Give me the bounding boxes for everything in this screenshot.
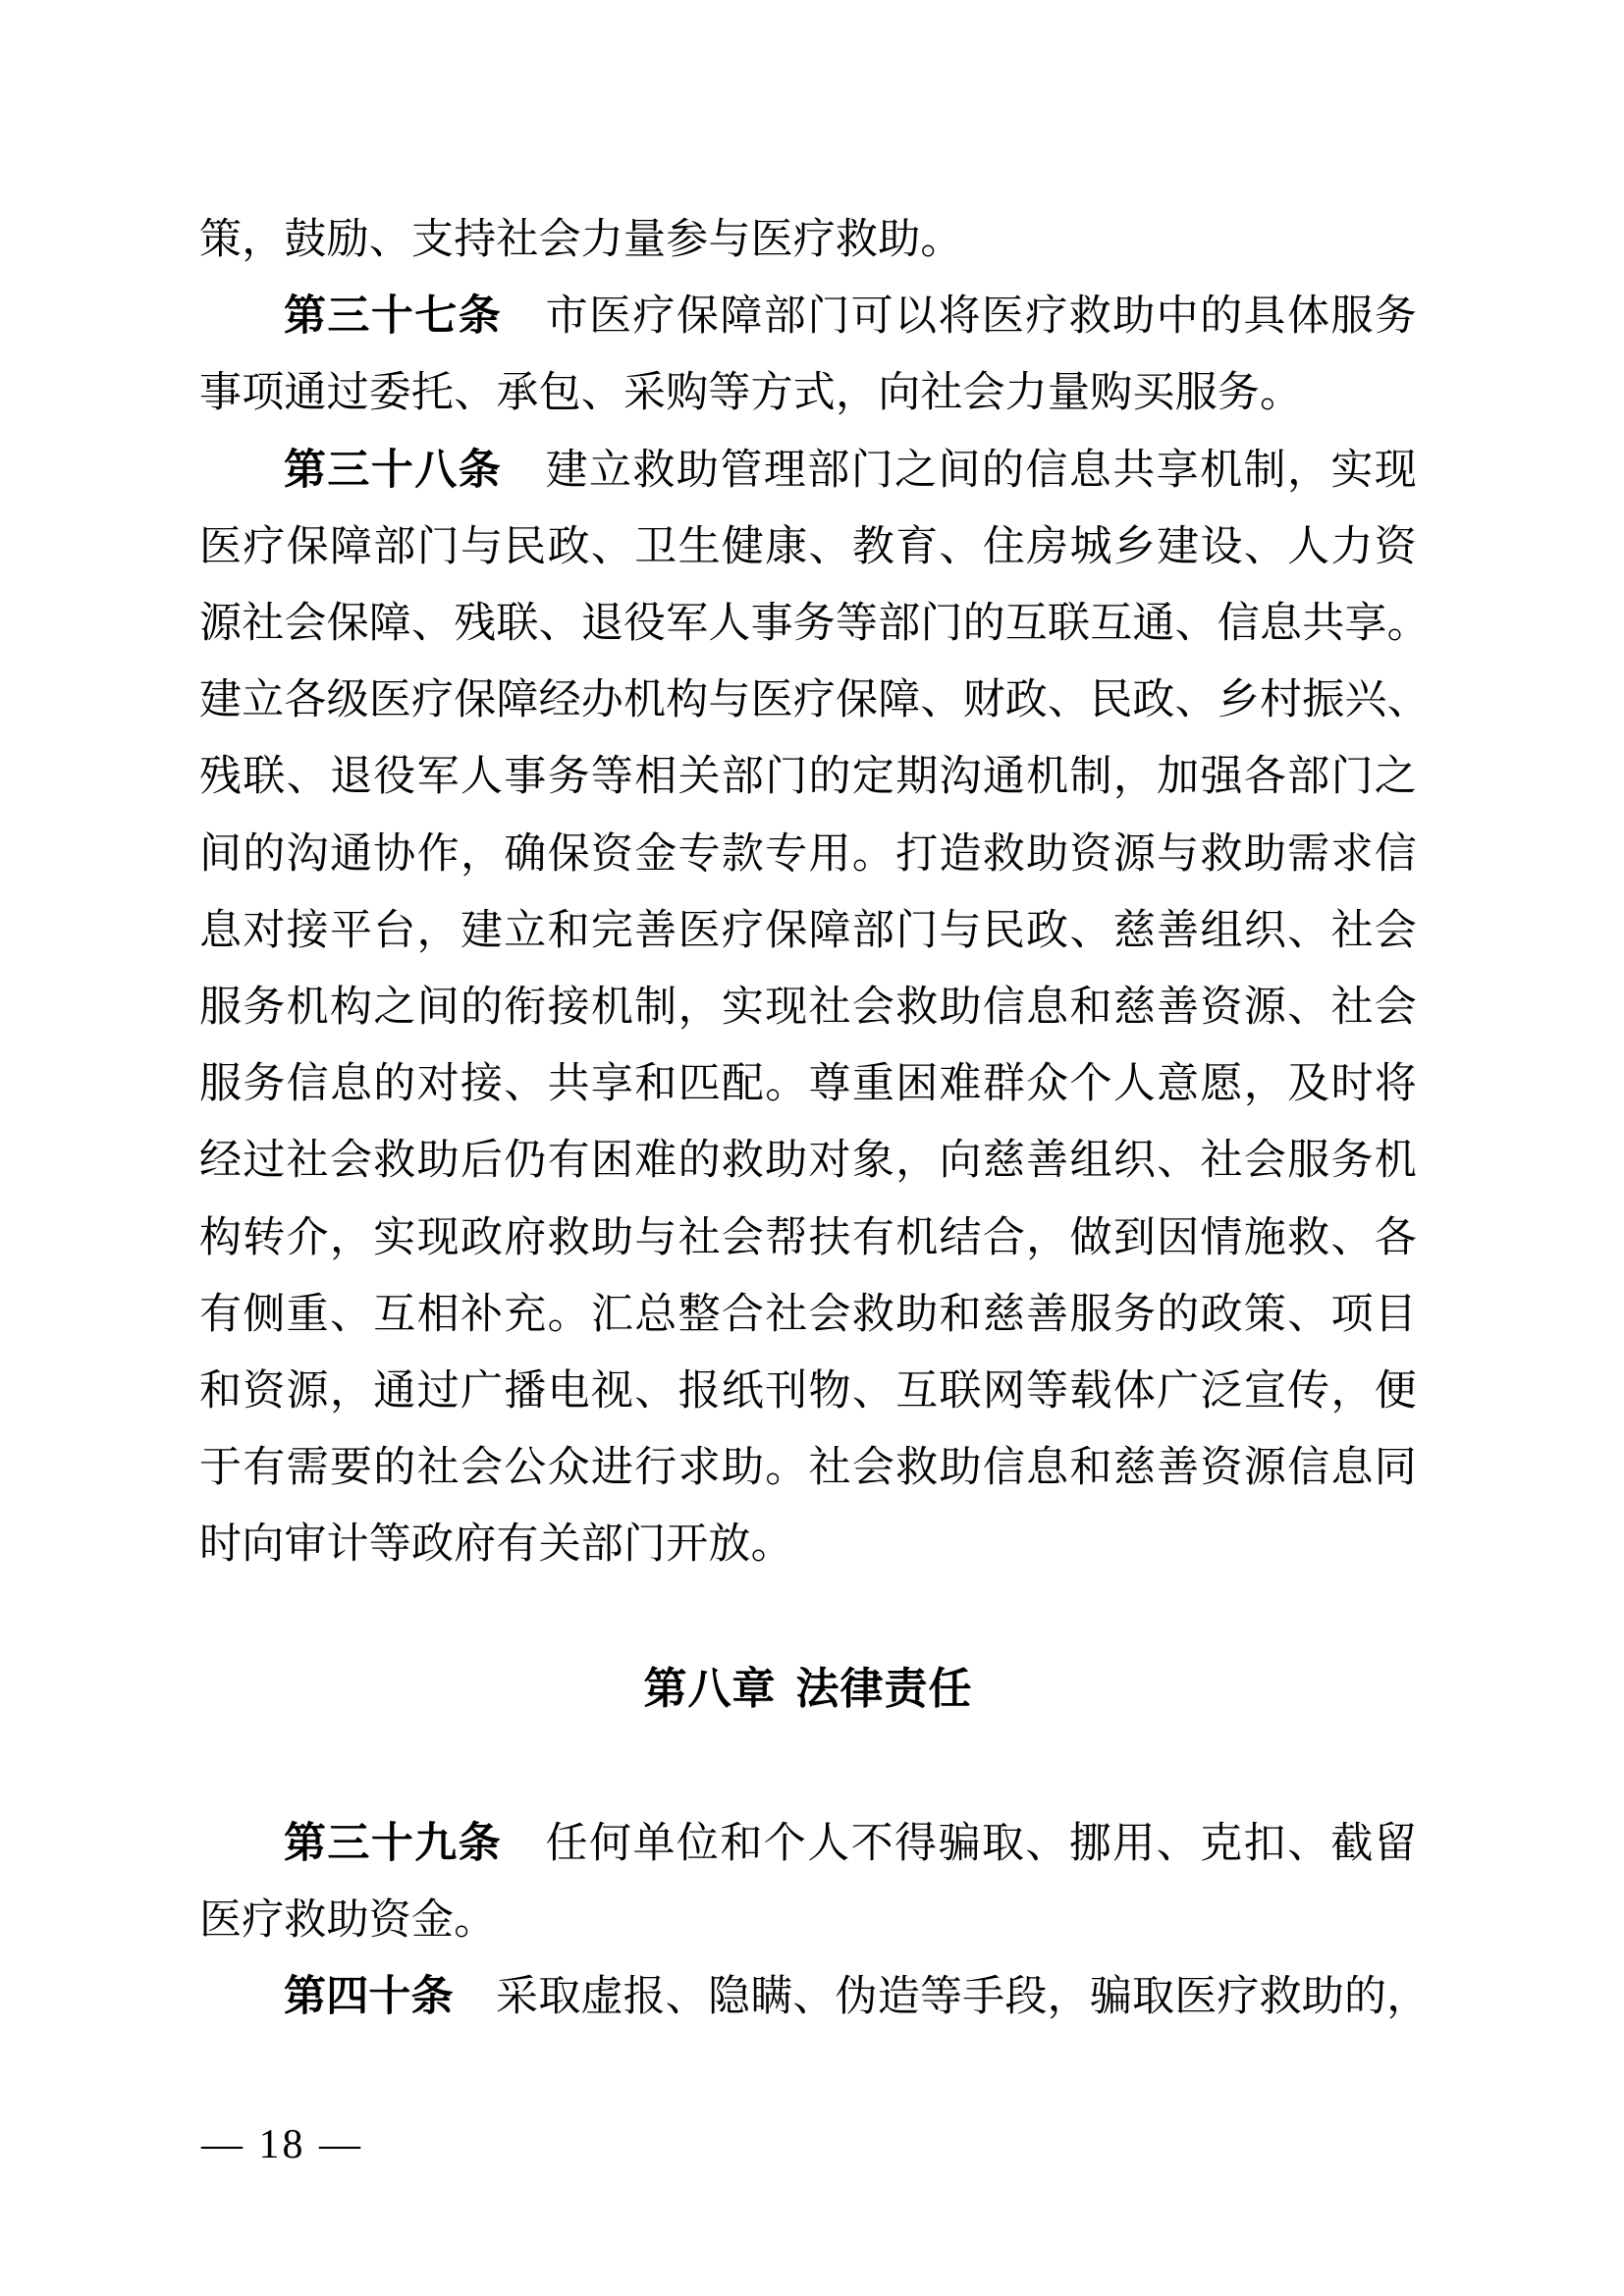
body-text: 市医疗保障部门可以将医疗救助中的具体服务 (502, 294, 1418, 340)
body-text: 时向审计等政府有关部门开放。 (199, 1522, 793, 1568)
body-text-line (199, 1288, 1417, 1343)
page-number: — 18 — (201, 2122, 363, 2167)
body-text: 采取虚报、隐瞒、伪造等手段，骗取医疗救助的， (453, 1974, 1430, 2020)
body-text: 有侧重、互相补充。汇总整合社会救助和慈善服务的政策、项目 (199, 1292, 1417, 1338)
body-text-line (199, 213, 1417, 268)
body-text-line (199, 904, 1417, 959)
body-text-line (199, 520, 1417, 575)
body-text-line (199, 366, 1417, 421)
body-text-line (199, 1817, 1417, 1872)
body-text-line (199, 1970, 1430, 2025)
body-text: 源社会保障、残联、退役军人事务等部门的互联互通、信息共享。 (199, 601, 1430, 647)
body-text-line (199, 1364, 1417, 1419)
body-text-line (199, 750, 1417, 805)
body-text: 经过社会救助后仍有困难的救助对象，向慈善组织、社会服务机 (199, 1138, 1417, 1184)
body-text: 策，鼓励、支持社会力量参与医疗救助。 (199, 217, 963, 263)
article-number: 第四十条 (284, 1974, 454, 2020)
body-text-line (199, 1134, 1417, 1189)
body-text-line (199, 981, 1417, 1036)
body-text: 建立救助管理部门之间的信息共享机制，实现 (502, 448, 1418, 494)
body-text-line (199, 828, 1417, 882)
body-text: 任何单位和个人不得骗取、挪用、克扣、截留 (502, 1821, 1418, 1867)
body-text: 残联、退役军人事务等相关部门的定期沟通机制，加强各部门之 (199, 754, 1417, 800)
article-number: 第三十八条 (284, 448, 503, 494)
body-text-line (199, 1894, 1417, 1949)
body-text-line (199, 673, 1430, 728)
chapter-heading: 第八章 法律责任 (643, 1665, 973, 1713)
body-text-line (199, 290, 1417, 345)
body-text: 医疗保障部门与民政、卫生健康、教育、住房城乡建设、人力资 (199, 524, 1417, 570)
body-text: 建立各级医疗保障经办机构与医疗保障、财政、民政、乡村振兴、 (199, 677, 1430, 723)
article-number: 第三十七条 (284, 294, 503, 340)
body-text: 服务信息的对接、共享和匹配。尊重困难群众个人意愿，及时将 (199, 1061, 1417, 1107)
body-text: 医疗救助资金。 (199, 1897, 497, 1944)
article-number: 第三十九条 (284, 1821, 503, 1867)
body-text-line (199, 1211, 1417, 1266)
body-text-line (199, 1057, 1417, 1112)
body-text: 和资源，通过广播电视、报纸刊物、互联网等载体广泛宣传，便 (199, 1368, 1417, 1415)
body-text: 间的沟通协作，确保资金专款专用。打造救助资源与救助需求信 (199, 831, 1417, 878)
body-text: 于有需要的社会公众进行求助。社会救助信息和慈善资源信息同 (199, 1445, 1417, 1491)
body-text: 构转介，实现政府救助与社会帮扶有机结合，做到因情施救、各 (199, 1215, 1417, 1261)
body-text: 事项通过委托、承包、采购等方式，向社会力量购买服务。 (199, 370, 1303, 416)
body-text: 服务机构之间的衔接机制，实现社会救助信息和慈善资源、社会 (199, 985, 1417, 1031)
body-text-line (199, 1441, 1417, 1496)
body-text-line (199, 1518, 1417, 1573)
body-text-line (199, 597, 1430, 652)
body-text-line (199, 444, 1417, 499)
body-text: 息对接平台，建立和完善医疗保障部门与民政、慈善组织、社会 (199, 908, 1417, 954)
